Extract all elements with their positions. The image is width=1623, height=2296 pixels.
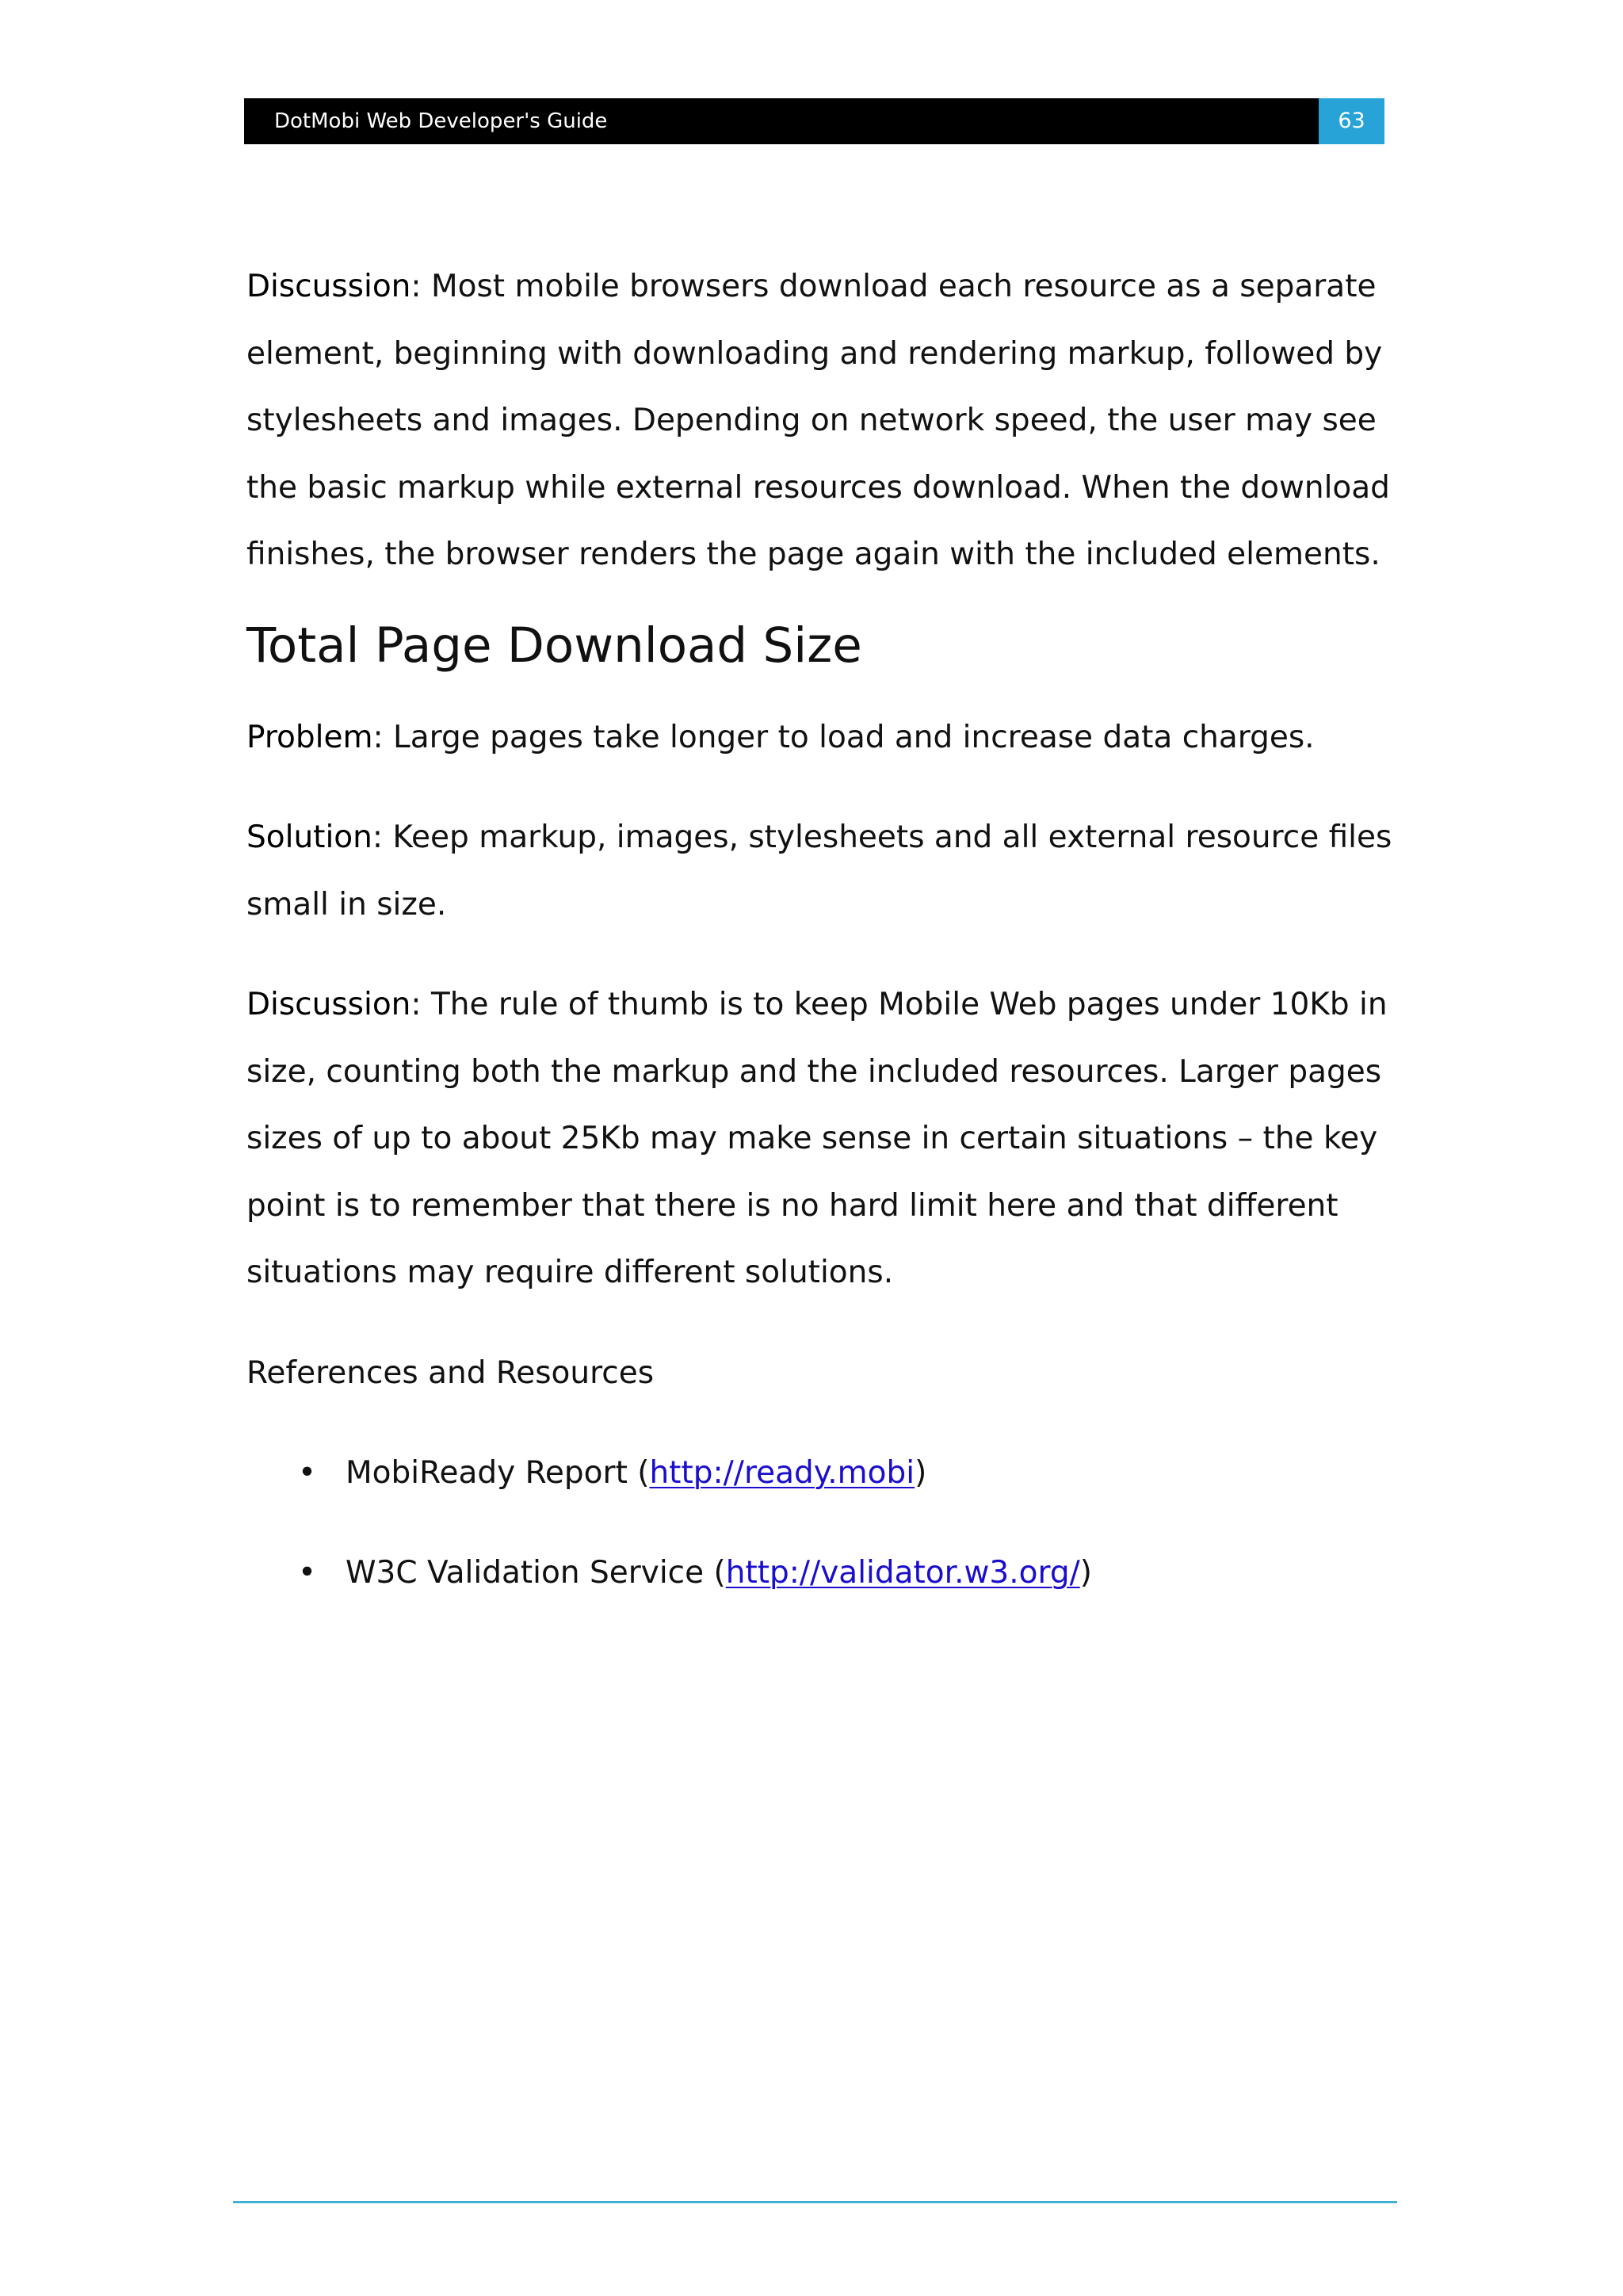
reference-item-w3c: [246, 1540, 1396, 1607]
problem-label: Problem: [246, 719, 373, 755]
page-number: 63: [1319, 98, 1384, 144]
reference-item-mobiready: [246, 1440, 1396, 1507]
reference-label: MobiReady Report (: [346, 1455, 650, 1491]
section-heading: Total Page Download Size: [246, 617, 862, 674]
discussion-paragraph: [246, 254, 1396, 589]
references-heading: References and Resources: [246, 1354, 655, 1391]
references-list: [246, 1440, 1396, 1606]
discussion-size-text: : The rule of thumb is to keep Mobile Web pages under 10Kb in size, counting both the markup and the included resources. Larger pages sizes of up to about 25Kb may make sense in certain situations – the key point is to remember that there is no hard limit here and that different situations may require different solutions.: [246, 987, 1388, 1290]
header-title: DotMobi Web Developer's Guide: [274, 109, 608, 133]
page-content: [246, 254, 1396, 1639]
discussion-size-paragraph: [246, 972, 1396, 1307]
solution-paragraph: [246, 804, 1396, 938]
running-header: [244, 98, 1384, 144]
bullet-icon: •: [298, 1554, 317, 1591]
problem-text: : Large pages take longer to load and increase data charges.: [372, 719, 1315, 755]
reference-label: W3C Validation Service (: [346, 1554, 726, 1591]
discussion-label: Discussion: [246, 269, 411, 304]
discussion-size-label: Discussion: [246, 987, 411, 1022]
w3c-validator-link[interactable]: http://validator.w3.org/: [725, 1554, 1080, 1591]
problem-paragraph: [246, 705, 1396, 772]
reference-close-paren: ): [1079, 1554, 1092, 1591]
footer-rule: [233, 2201, 1397, 2203]
mobiready-link[interactable]: http://ready.mobi: [649, 1455, 915, 1491]
bullet-icon: •: [298, 1455, 317, 1491]
solution-text: : Keep markup, images, stylesheets and all external resource files small in size.: [246, 819, 1392, 923]
solution-label: Solution: [246, 819, 372, 855]
reference-close-paren: ): [915, 1455, 927, 1491]
discussion-text: : Most mobile browsers download each resource as a separate element, beginning with downloading and rendering markup, followed by stylesheets and images. Depending on network speed, the user may see the basic markup while external resources download. When the download finishes, the browser renders the page again with the included elements.: [246, 269, 1390, 572]
